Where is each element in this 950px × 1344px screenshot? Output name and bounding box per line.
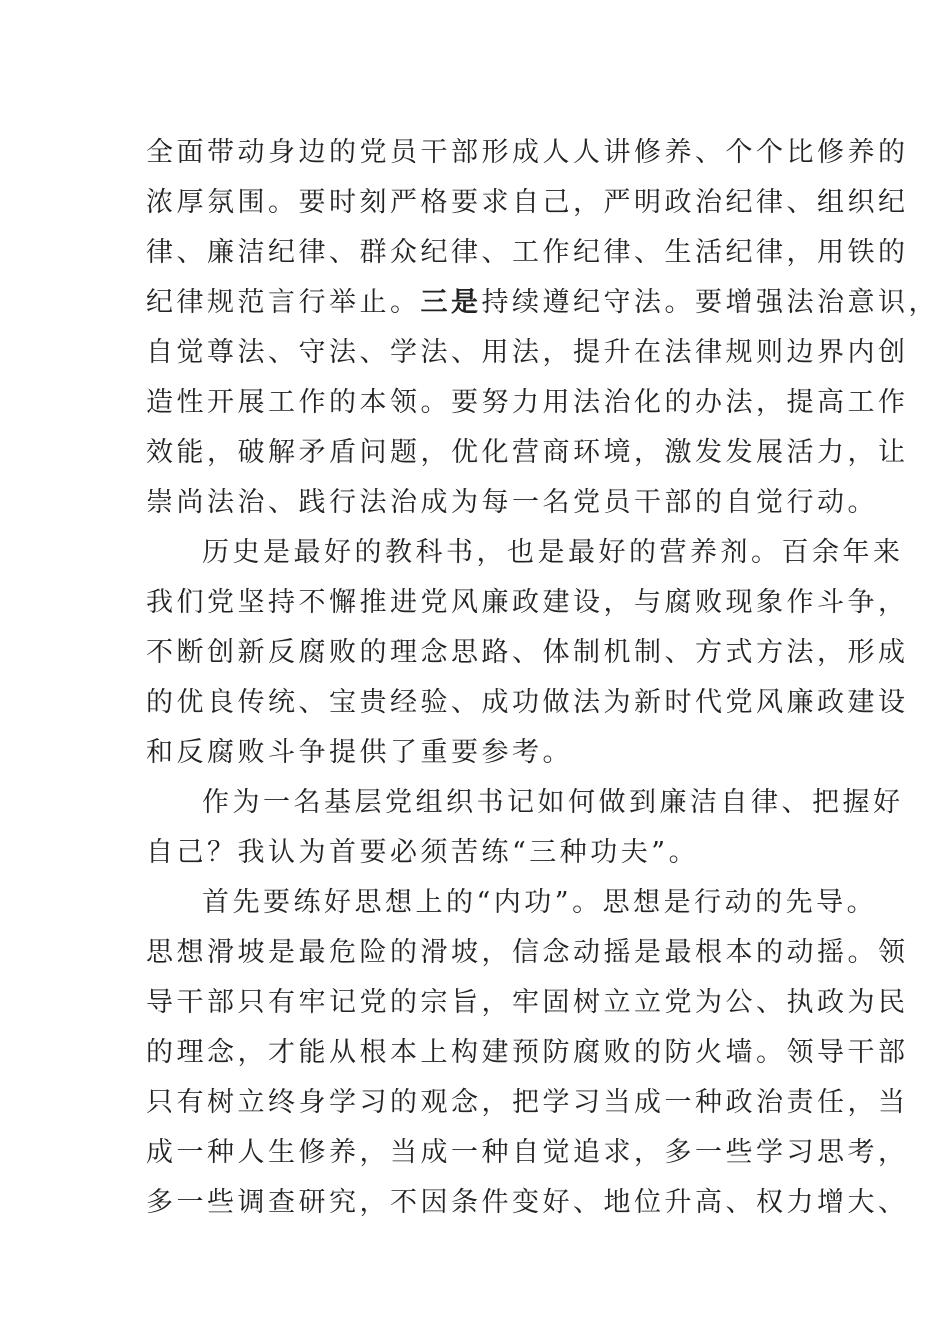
text-segment: 持续遵纪守法。要增强法治意识， <box>481 287 939 318</box>
text-line: 的理念，才能从根本上构建预防腐败的防火墙。领导干部 <box>146 1037 909 1068</box>
text-line: 造性开展工作的本领。要努力用法治化的办法，提高工作 <box>146 387 909 418</box>
text-line: 成一种人生修养，当成一种自觉追求，多一些学习思考， <box>146 1137 909 1168</box>
text-segment: 纪律规范言行举止。 <box>146 287 421 318</box>
paragraph-first-line: 作为一名基层党组织书记如何做到廉洁自律、把握好 <box>202 787 904 818</box>
text-line: 自觉尊法、守法、学法、用法，提升在法律规则边界内创 <box>146 337 909 368</box>
text-line: 思想滑坡是最危险的滑坡，信念动摇是最根本的动摇。领 <box>146 937 909 968</box>
text-line: 的优良传统、宝贵经验、成功做法为新时代党风廉政建设 <box>146 687 909 718</box>
text-line: 不断创新反腐败的理念思路、体制机制、方式方法，形成 <box>146 637 909 668</box>
text-line: 律、廉洁纪律、群众纪律、工作纪律、生活纪律，用铁的 <box>146 237 909 268</box>
text-line: 和反腐败斗争提供了重要参考。 <box>146 737 573 768</box>
text-line: 导干部只有牢记党的宗旨，牢固树立立党为公、执政为民 <box>146 987 909 1018</box>
text-line: 崇尚法治、践行法治成为每一名党员干部的自觉行动。 <box>146 487 878 518</box>
text-line: 全面带动身边的党员干部形成人人讲修养、个个比修养的 <box>146 137 909 168</box>
document-body <box>146 128 939 1228</box>
text-line: 多一些调查研究，不因条件变好、地位升高、权力增大、 <box>146 1187 909 1218</box>
text-line: 自己？我认为首要必须苦练“三种功夫”。 <box>146 837 700 868</box>
paragraph-first-line: 首先要练好思想上的“内功”。思想是行动的先导。 <box>202 887 878 918</box>
text-line: 浓厚氛围。要时刻严格要求自己，严明政治纪律、组织纪 <box>146 187 909 218</box>
text-line: 我们党坚持不懈推进党风廉政建设，与腐败现象作斗争， <box>146 587 909 618</box>
bold-ordinal: 三是 <box>420 287 482 318</box>
paragraph-first-line: 历史是最好的教科书，也是最好的营养剂。百余年来 <box>202 537 904 568</box>
text-line <box>146 278 939 328</box>
text-line: 只有树立终身学习的观念，把学习当成一种政治责任，当 <box>146 1087 909 1118</box>
text-line: 效能，破解矛盾问题，优化营商环境，激发发展活力，让 <box>146 437 909 468</box>
